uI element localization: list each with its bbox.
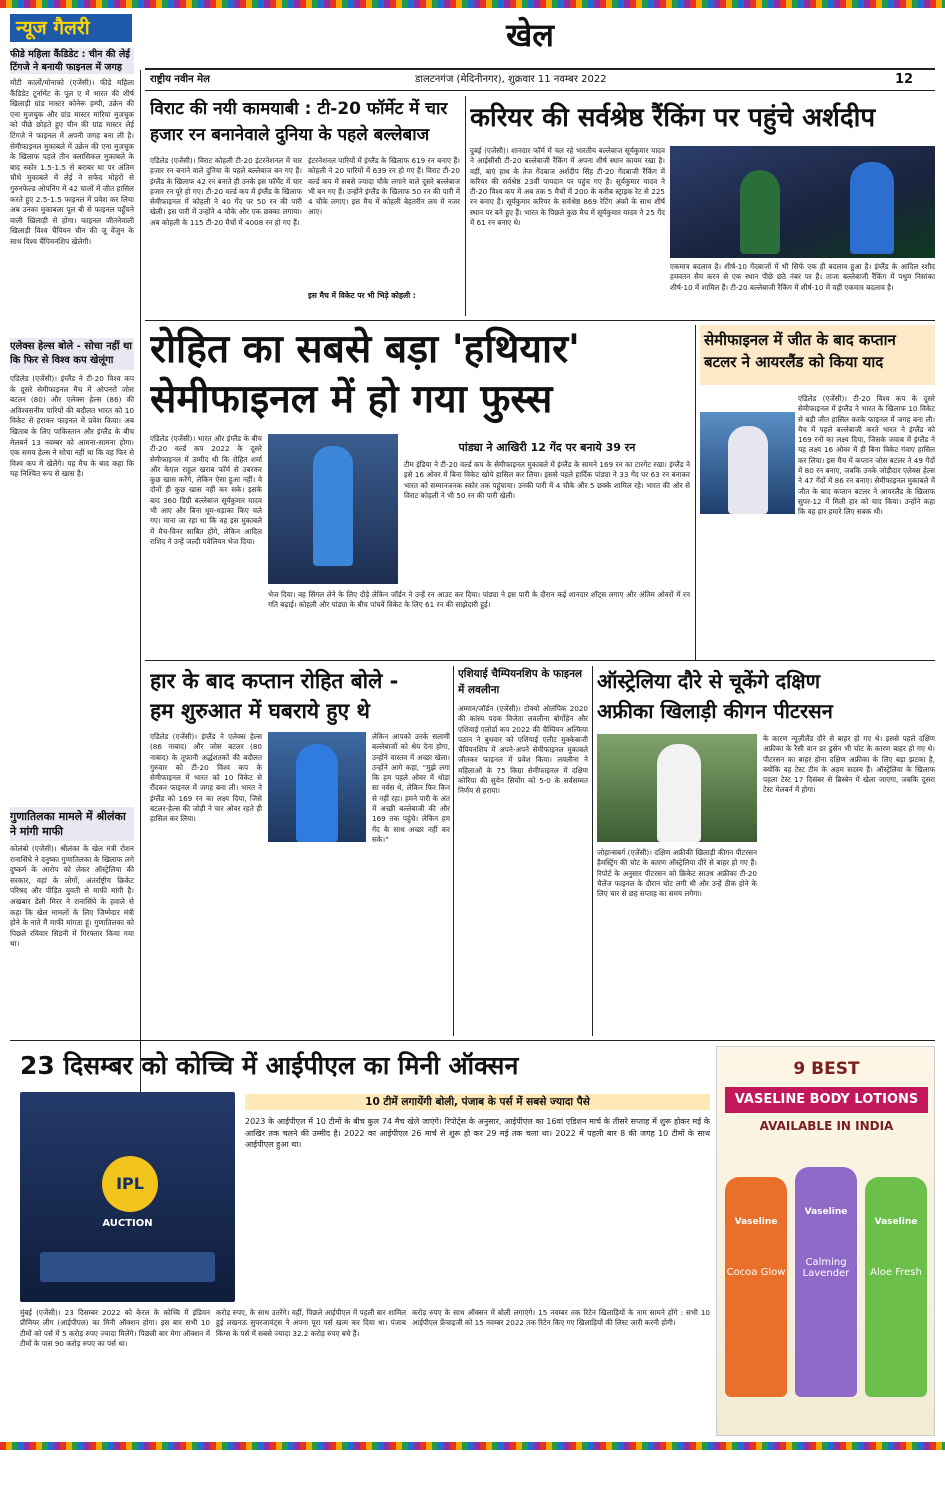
buttler-body <box>700 394 935 656</box>
row-divider-3 <box>10 1040 935 1041</box>
rohit-divider <box>695 325 696 660</box>
row-divider-2 <box>145 660 935 661</box>
rohit-col-2: टीम इंडिया ने टी-20 वर्ल्ड कप के सेमीफाइनल मुकाबले में इंग्लैंड के सामने 169 रन का टारगेट रखा। इंग्लैंड ने इसे 16 ओवर में बिना विकेट खोये हासिल कर लिया। इससे पहले हार्दिक पांड्या ने 33 गेंद पर 63 रन बनाकर भारत को सम्मानजनक स्कोर तक पहुंचाया। उनकी पारी में 4 चौके और 5 छक्के शामिल रहे। भारत की ओर से विराट कोहली ने भी 50 रन की पारी खेली। <box>404 460 690 500</box>
rohit-photo <box>268 434 398 584</box>
player-silhouette-icon <box>740 170 780 254</box>
bottle-3 <box>865 1177 927 1397</box>
rohit-headline-line-1: रोहित का सबसे बड़ा 'हथियार' <box>150 327 580 372</box>
ipl-headline[interactable]: 23 दिसम्बर को कोच्चि में आईपीएल का मिनी ऑक्सन <box>20 1051 519 1080</box>
page-number: 12 <box>895 72 914 87</box>
bottle-2 <box>795 1167 857 1397</box>
peterson-body-right: के कारण न्यूज़ीलैंड दौरे से बाहर हो गए थे। इससे पहले दक्षिण अफ्रीका के रैसी वान डर डुसेन भी चोट के कारण बाहर हो गए थे। पीटरसन का बाहर होना दक्षिण अफ्रीका के लिए बड़ा झटका है, क्योंकि वह टेस्ट टीम के अहम सदस्य हैं। ऑस्ट्रेलिया के खिलाफ पहला टेस्ट 17 दिसंबर से ब्रिस्बेन में खेला जाएगा, जबकि दूसरा टेस्ट मेलबर्न में होगा। <box>763 734 935 795</box>
ipl-col-3: करोड़ रुपए के साथ ऑक्सन में बोली लगाएंगे। 15 नवम्बर तक रिटेन खिलाड़ियों के नाम सामने होंगे : सभी 10 आईपीएल फ्रेंचाइजी को 15 नवम्बर 2022 तक रिटेन किए गए खिलाड़ियों की लिस्ट जारी करनी होगी। <box>412 1308 710 1328</box>
peterson-line-1: ऑस्ट्रेलिया दौरे से चूकेंगे दक्षिण <box>597 669 821 693</box>
peterson-photo <box>597 734 757 842</box>
bottle-3-brand: Vaseline <box>874 1217 918 1227</box>
peterson-line-2: अफ्रीका खिलाड़ी कीगन पीटरसन <box>597 699 833 723</box>
player-silhouette-icon <box>657 744 701 842</box>
arshdeep-headline[interactable]: करियर की सर्वश्रेष्ठ रैंकिंग पर पहुंचे अर्शदीप <box>470 103 876 133</box>
top-color-strip <box>0 0 945 8</box>
ipl-col-2: करोड़ रुपए, के साथ उतरेंगे। वहीं, पिछले आईपीएल में पहली बार शामिल हुई लखनऊ सुपरजायंट्स ने अपना पूरा पर्स खत्म कर दिया था। पंजाब किंग्स के पर्स में सबसे ज्यादा 32.2 करोड़ रुपए बचे हैं। <box>216 1308 406 1338</box>
batsman-silhouette-icon <box>313 446 353 566</box>
sidebar-story-1-body: मोंटी कार्लो/मोनाको (एजेंसी)। फीडे महिला कैंडिडेट टूर्नामेंट के पूल ए में भारत की शीर्ष खिलाड़ी ग्रांड मास्टर कोनेरू हम्पी, उक्रेन की एना मुजचुक और ग्रांड मास्टर मारिया मुजचुक को पीछे छोड़ते हुए चीन की ग्रांड मास्टर लेई टिंगजे ने फाइनल में अपनी जगह बना ली है। सेमीफाइनल मुकाबले में उक्रेन की एना मुजचुक के खिलाफ पहले तीन क्लासिकल मुकाबले के बाद स्कोर 1.5-1.5 से बराबर था पर अंतिम चौथे मुकाबले में लेई ने सफेद मोहरों से गुरुनफेल्ड ओपनिंग में 42 चालों में जीत हासिल करते हुए 2.5-1.5 फाइनल में प्रवेश कर लिया अब उनका मुकाबला पूल बी से फाइनल पहुँचने वाली खिलाड़ी से होगा। फाइनल जीतनेवाली खिलाड़ी विश्व चैंपियन चीन की जू वेंजुन के साथ विश्व चैंपियनशिप खेलेगी। <box>10 78 134 246</box>
sidebar-story-3-body: कोलंबो (एजेंसी)। श्रीलंका के खेल मंत्री रोशन रानासिंघे ने दनुष्का गुणातिलका के खिलाफ लगे दुष्कर्म के आरोप को लेकर ऑस्ट्रेलिया की सरकार, वहां के लोगों, अंतर्राष्ट्रीय क्रिकेट परिषद और पीड़ित युवती से माफी मांगी है। अखबार डेली मिरर ने रानासिंघे के हवाले से कहा कि खेल मामलों के लिए जिम्मेदार मंत्री होने के नाते मैं माफी मांगता हूं। गुणातिलका को पिछले रविवार सिडनी में गिरफ्तार किया गया था। <box>10 844 134 949</box>
lovlina-body: अम्मान/जॉर्डन (एजेंसी)। टोक्यो ओलंपिक 2020 की कांस्य पदक विजेता लवलीना बोर्गोहेन और एशियाई एलोर्डा कप 2022 की चैम्पियन अल्फिया पठान ने बुधवार को एशियाई एलीट मुक्केबाजी चैंपियनशिप में अपने-अपने सेमीफाइनल मुकाबले जीतकर फाइनल में प्रवेश किया। लवलीना ने महिलाओं के 75 किग्रा सेमीफाइनल में दक्षिण कोरिया की सुयेन सियोंग को 5-0 के सर्वसम्मत निर्णय से हराया। <box>458 704 588 796</box>
sidebar-story-2-body: एडिलेड (एजेंसी)। इंग्लैंड ने टी-20 विश्व कप के दूसरे सेमीफाइनल मैच में ओपनरों जोस बटलर (80) और एलेक्स हेल्स (86) की अविश्वसनीय पारियों की बदौलत भारत को 10 विकेट से हराकर फाइनल में प्रवेश किया। अब खिताब के लिए पाकिस्तान और इंग्लैंड के बीच मेलबर्न 13 नवम्बर को आमना-सामना होगा। एक समय हेल्स ने सोचा नहीं था कि वह फिर से विश्व कप में खेलेंगे। यह मैच के बाद कहा कि यह निश्चित रूप से खास है। <box>10 374 134 479</box>
rohit-headline-line-2: सेमीफाइनल में हो गया फुस्स <box>150 377 553 422</box>
rohit-bole-line-2: हम शुरुआत में घबराये हुए थे <box>150 699 370 723</box>
bottle-2-variant: Calming Lavender <box>802 1257 850 1279</box>
ad-line-3: AVAILABLE IN INDIA <box>759 1119 894 1133</box>
bottle-1 <box>725 1177 787 1397</box>
rohit-bole-divider <box>453 666 454 1036</box>
rohit-bole-line-1: हार के बाद कप्तान रोहित बोले - <box>150 669 399 693</box>
masthead-rule <box>145 68 935 70</box>
sidebar-story-3-headline[interactable]: गुणातिलका मामले में श्रीलंका ने मांगी माफी <box>10 807 134 841</box>
arshdeep-body-left: दुबई (एजेंसी)। शानदार फॉर्म में चल रहे भारतीय बल्लेबाज सूर्यकुमार यादव ने आईसीसी टी-20 बल्लेबाजी रैंकिंग में अपना शीर्ष स्थान कायम रखा है। वहीं, बाएं हाथ के तेज गेंदबाज अर्शदीप सिंह टी-20 गेंदबाजी रैंकिंग में करियर की सर्वश्रेष्ठ 23वीं पायदान पर पहुंच गए हैं। सूर्यकुमार यादव ने टी-20 विश्व कप में अब तक 5 मैचों में 200 के करीब स्ट्राइक रेट से 225 रन बनाए हैं। सूर्यकुमार करियर के सर्वश्रेष्ठ 869 रेटिंग अंकों के साथ शीर्ष स्थान पर बने हुए हैं। भारत के पिछले कुछ मैच में सूर्यकुमार यादव ने 25 गेंद में 61 रन बनाए थे। <box>470 146 665 228</box>
paper-name: राष्ट्रीय नवीन मेल <box>150 74 210 85</box>
ad-line-1: 9 BEST <box>793 1059 860 1079</box>
dateline: डालटनगंज (मेदिनीनगर), शुक्रवार 11 नवम्बर 2022 <box>415 74 607 85</box>
player-silhouette-icon <box>850 162 894 254</box>
row-divider-1 <box>145 320 935 321</box>
rohit-subhead: पांड्या ने आखिरी 12 गेंद पर बनाये 39 रन <box>458 441 636 454</box>
ipl-logo-icon: IPL <box>102 1156 158 1212</box>
virat-subhead: इस मैच में विकेट पर भी भिड़े कोहली : <box>308 291 416 300</box>
lovlina-divider <box>592 666 593 1036</box>
bottle-2-brand: Vaseline <box>804 1207 848 1217</box>
rohit-headline[interactable] <box>150 325 690 425</box>
section-title: खेल <box>506 16 554 54</box>
captain-silhouette-icon <box>296 744 338 842</box>
arshdeep-photo <box>670 146 935 258</box>
buttler-headline[interactable]: सेमीफाइनल में जीत के बाद कप्तान बटलर ने आयरलैंड को किया याद <box>700 325 935 385</box>
bottom-color-strip <box>0 1442 945 1450</box>
peterson-body-left: जोहान्सबर्ग (एजेंसी)। दक्षिण अफ्रीकी खिलाड़ी कीगन पीटरसन हैमस्ट्रिंग की चोट के कारण ऑस्ट्रेलिया दौरे से बाहर हो गए हैं। रिपोर्ट के अनुसार पीटरसन को क्रिकेट साउथ अफ्रीका टी-20 चैलेंज फाइनल के दौरान चोट लगी थी और उन्हें ठीक होने के लिए चार से छह सप्ताह का समय लगेगा। <box>597 848 757 899</box>
rohit-bole-photo <box>268 732 366 842</box>
arshdeep-body-right: एकमात्र बदलाव है। शीर्ष-10 गेंदबाजों में भी सिर्फ एक ही बदलाव हुआ है। इंग्लैंड के आदिल रशीद हमवतन सैम करन से एक स्थान पीछे छठे नंबर पर हैं। ताजा बल्लेबाजी रैंकिंग में पथुम निसांका शीर्ष-10 में शामिल हैं। टी-20 बल्लेबाजी रैंकिंग में शीर्ष-10 में वहीं एकमात्र बदलाव है। <box>670 262 935 292</box>
rohit-col-3: भेज दिया। वह सिंगल लेने के लिए दौड़े लेकिन जॉर्डन ने उन्हें रन आउट कर दिया। पांड्या ने इस पारी के दौरान कई शानदार शॉट्स लगाए और अंतिम ओवरों में रन गति बढ़ाई। कोहली और पांड्या के बीच पांचवें विकेट के लिए 61 रन की साझेदारी हुई। <box>268 590 690 610</box>
peterson-headline[interactable] <box>597 666 935 728</box>
sidebar-story-2-headline[interactable]: एलेक्स हेल्स बोले - सोचा नहीं था कि फिर से विश्व कप खेलूंगा <box>10 338 134 370</box>
virat-divider <box>465 96 466 316</box>
bottle-3-variant: Aloe Fresh <box>870 1267 922 1278</box>
rohit-bole-headline[interactable] <box>150 666 450 726</box>
ipl-subhead: 10 टीमें लगायेंगी बोली, पंजाब के पर्स में सबसे ज्यादा पैसे <box>245 1094 710 1110</box>
virat-headline[interactable]: विराट की नयी कामयाबी : टी-20 फॉर्मेट में चार हजार रन बनानेवाले दुनिया के पहले बल्लेबाज <box>150 99 448 145</box>
ipl-col-1: मुंबई (एजेंसी)। 23 दिसम्बर 2022 को केरल के कोच्चि में इंडियन प्रीमियर लीग (आईपीएल) का मिनी ऑक्शन होगा। इस बार सभी 10 टीमों को पर्स में 5 करोड़ रुपए ज्यादा मिलेंगे। पिछली बार मेगा ऑक्शन में टीमों के पास 90 करोड़ रुपए का पर्स था। <box>20 1308 210 1348</box>
lovlina-headline[interactable]: एशियाई चैम्पियनशिप के फाइनल में लवलीना <box>458 668 583 696</box>
virat-col-2: इंटरनेशनल पारियों में इंग्लैंड के खिलाफ 619 रन बनाए हैं। कोहली ने 20 पारियों में 639 रन हो गए हैं। विराट टी-20 वर्ल्ड कप में सबसे ज्यादा चौके लगाने वाले दूसरे बल्लेबाज भी बन गए हैं। उन्होंने इंग्लैंड के खिलाफ 50 रन की पारी में 4 चौके लगाए। इस मैच में कोहली बेहतरीन लय में नजर आए। <box>308 156 460 217</box>
auction-table-icon <box>40 1252 215 1282</box>
rohit-col-1: एडिलेड (एजेंसी)। भारत और इंग्लैंड के बीच टी-20 वर्ल्ड कप 2022 के दूसरे सेमीफाइनल में उम्मीद थी कि रोहित शर्मा और केएल राहुल खराब फॉर्म से उबरकर कुछ खास करेंगे, लेकिन ऐसा हुआ नहीं। वे दोनों ही कुछ खास नहीं कर सके। इसके बाद 360 डिग्री बल्लेबाज सूर्यकुमार यादव भी आए और बिना धूम-धड़ाका किए चले गए। माना जा रहा था कि वह इस मुकाबले में मैच-विनर साबित होंगे, लेकिन आदिल राशिद ने उन्हें जल्दी पवेलियन भेज दिया। <box>150 434 262 546</box>
rohit-bole-col-1: एडिलेड (एजेंसी)। इंग्लैंड ने एलेक्स हेल्स (86 नाबाद) और जोस बटलर (80 नाबाद) के तूफानी अर्द्धशतकों की बदौलत गुरुवार को टी-20 विश्व कप के सेमीफाइनल में भारत को 10 विकेट से रौंदकर फाइनल में जगह बना ली। भारत ने इंग्लैंड को 169 रन का लक्ष्य दिया, जिसे बटलर-हेल्स की जोड़ी ने चार ओवर रहते ही हासिल कर लिया। <box>150 732 262 824</box>
sidebar-story-1-headline[interactable]: फीडे महिला कैंडिडेट : चीन की लेई टिंगजे ने बनायी फाइनल में जगह <box>10 48 134 74</box>
vaseline-ad[interactable] <box>716 1046 935 1436</box>
ipl-logo-sub: AUCTION <box>102 1218 153 1229</box>
bottle-1-brand: Vaseline <box>734 1217 778 1227</box>
ad-line-2: VASELINE BODY LOTIONS <box>725 1087 928 1113</box>
ipl-lead: 2023 के आईपीएल में 10 टीमों के बीच कुल 74 मैच खेले जाएंगे। रिपोर्ट्स के अनुसार, आईपीएल का 16वां एडिशन मार्च के तीसरे सप्ताह में शुरू होकर मई के आखिर तक चलने की उम्मीद है। 2022 का आईपीएल 26 मार्च से शुरू हो कर 29 मई तक चला था। 2022 में पहली बार 8 की जगह 10 टीमों के साथ आईपीएल हुआ था। <box>245 1117 710 1149</box>
buttler-body-text: एडिलेड (एजेंसी)। टी-20 विश्व कप के दूसरे सेमीफाइनल में इंग्लैंड ने भारत के खिलाफ 10 विकेट से बड़ी जीत हासिल करके फाइनल में जगह बना ली। मैच में पहले बल्लेबाजी करते भारत ने इंग्लैंड को 169 रनों का लक्ष्य दिया, जिसके जवाब में इंग्लैंड ने यह लक्ष्य 16 ओवर में ही बिना विकेट गंवाए हासिल कर लिया। इस मैच में कप्तान जोस बटलर ने 49 गेंदों में 80 रन बनाए, जबकि उनके जोड़ीदार एलेक्स हेल्स ने 47 गेंदों में 86 रन बनाए। सेमीफाइनल मुकाबले में जीत के बाद कप्तान बटलर ने आयरलैंड के खिलाफ सुपर-12 में मिली हार को याद किया। उन्होंने कहा कि वह हार हमारे लिए सबक थी। <box>798 394 935 517</box>
virat-col-1: एडिलेड (एजेंसी)। विराट कोहली टी-20 इंटरनेशनल में चार हजार रन बनाने वाले दुनिया के पहले बल्लेबाज बन गए हैं। इंग्लैंड के खिलाफ 42 रन बनाते ही उनके इस फॉर्मेट में चार हजार रन पूरे हो गए। टी-20 वर्ल्ड कप में इंग्लैंड के खिलाफ सेमीफाइनल में कोहली ने 40 गेंद पर 50 रन की पारी खेली। इस पारी में उन्होंने 4 चौके और एक छक्का लगाया। अब कोहली के 115 टी-20 मैचों में 4008 रन हो गए हैं। <box>150 156 302 227</box>
rohit-bole-col-2: लेकिन आपको उनके सलामी बल्लेबाजों को श्रेय देना होगा, उन्होंने वास्तव में अच्छा खेला। उन्होंने आगे कहा, “मुझे लगा कि हम पहले ओवर में थोड़ा सा नर्वस थे, लेकिन फिर किन से नहीं रहा। हमने पारी के अंत में अच्छी बल्लेबाजी की और 169 तक पहुंचे। लेकिन हम गेंद के साथ अच्छा नहीं कर सके।” <box>372 732 450 844</box>
bottle-1-variant: Cocoa Glow <box>726 1267 786 1278</box>
sidebar-section-label: न्यूज गैलरी <box>10 14 132 42</box>
ipl-photo <box>20 1092 235 1302</box>
masthead-rule-2 <box>145 90 935 91</box>
